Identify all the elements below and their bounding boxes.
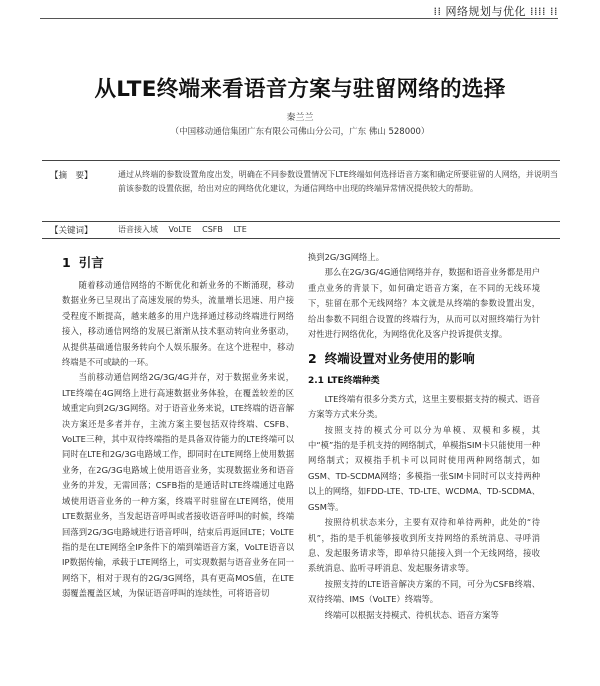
keywords-list	[118, 224, 247, 235]
keyword: LTE	[233, 225, 247, 234]
paragraph: 终端可以根据支持模式、待机状态、语音方案等	[324, 609, 499, 620]
section-heading	[308, 350, 540, 368]
paragraph: 按照支持的LTE语音解决方案的不同，可分为CSFB终端、双待终端、IMS（VoLTE）终端等。	[308, 578, 540, 605]
right-column	[308, 250, 540, 623]
section-number: 2	[308, 351, 317, 367]
paragraph: 那么在2G/3G/4G通信网络并存，数据和语音业务都是用户重点业务的背景下，如何确定语音方案，在不同的无线环境下，驻留在那个无线网络？本文就是从终端的参数设置出发，给出参数不同组合设置的终端行为，从而可以对照终端行为针对性进行网络优化，为网络优化及客户投诉提供支撑。	[308, 267, 540, 340]
subsection-heading: 2.1 LTE终端种类	[308, 376, 380, 387]
section-title: 终端设置对业务使用的影响	[324, 351, 475, 367]
keywords-box	[42, 222, 560, 239]
author: 秦兰兰	[286, 113, 314, 123]
paragraph: LTE终端有很多分类方式，这里主要根据支持的模式、语音方案等方式来分类。	[308, 393, 540, 420]
abstract-label: 【摘 要】	[50, 171, 93, 181]
section-title: 引言	[78, 255, 104, 270]
paragraph: 换到2G/3G网络上。	[308, 252, 384, 262]
page-title: 从LTE终端来看语音方案与驻留网络的选择	[94, 77, 506, 102]
left-column	[62, 250, 294, 602]
section-heading	[62, 254, 294, 272]
affiliation: （中国移动通信集团广东有限公司佛山分公司，广东 佛山 528000）	[170, 127, 430, 137]
keyword: 语音接入域	[118, 225, 158, 234]
paragraph: 当前移动通信网络2G/3G/4G并存，对于数据业务来说，LTE终端在4G网络上进行高速数据业务体验，在覆盖较差的区域重定向到2G/3G网络。对于语音业务来说，LTE终端的语音解决方案还是多者并存，主流方案主要包括双待终端、CSFB、VoLTE三种，其中双待终端指的是具备双待能力的LTE终端可以同时在LTE和2G/3G电路域工作，即同时在LTE网络上使用数据业务，在2G/3G电路域上使用语音业务，实现数据业务和语音业务的并发，无需回落；CSFB指的是通话时LTE终端通过电路域使用语音业务的一种方案，终端平时驻留在LTE网络，使用LTE数据业务，当发起语音呼叫或者接收语音呼叫的时候，终端回落到2G/3G电路域进行语音呼叫，结束后再返回LTE；VoLTE指的是在LTE网络全IP条件下的端到端语音方案，VoLTE语音以IP数据传输，承载于LTE网络上，可实现数据与语音业务在同一网络下，相对于现有的2G/3G网络，具有更高MOS值，在LTE弱覆盖覆盖区域，为保证语音呼叫的连续性，可将语音切	[62, 372, 294, 599]
section-tag: ⁞⁞ 网络规划与优化 ⁞⁞⁞⁞ ⁞⁞	[433, 5, 558, 18]
paragraph: 随着移动通信网络的不断优化和新业务的不断涌现，移动数据业务已呈现出了高速发展的势头，流量增长迅速、用户接受程度不断提高，越来越多的用户选择通过移动终端进行网络接入，移动通信网络的发展已渐渐从技术驱动转向业务驱动，从提供基础通信服务转向个人娱乐服务。在这个进程中，移动终端是不可或缺的一环。	[62, 280, 294, 368]
header-rule	[40, 18, 558, 19]
keyword: CSFB	[202, 225, 223, 234]
paragraph: 按照待机状态来分，主要有双待和单待两种，此处的“待机”，指的是手机能够接收到所支持网络的系统消息、寻呼消息、发起服务请求等，即单待只能接入到一个无线网络，接收系统消息、监听寻呼消息、发起服务请求等。	[308, 517, 540, 574]
keyword: VoLTE	[168, 225, 192, 234]
section-number: 1	[62, 255, 71, 270]
paragraph: 按照支持的模式分可以分为单模、双模和多模，其中“模”指的是手机支持的网络制式，单模指SIM卡只能使用一种网络制式；双模指手机卡可以同时使用两种网络制式，如GSM、TD-SCDMA网络；多模指一张SIM卡同时可以支持两种以上的网络，如FDD-LTE、TD-LTE、WCDMA、TD-SCDMA、GSM等。	[308, 424, 540, 512]
abstract-text: 通过从终端的参数设置角度出发，明确在不同参数设置情况下LTE终端如何选择语音方案和确定所要驻留的人网络，并说明当前该参数的设置依据，给出对应的网络优化建议，为通信网络中出现的终端异常情况提供较大的帮助。	[118, 170, 558, 193]
abstract-box	[42, 160, 560, 222]
keywords-label: 【关键词】	[50, 226, 93, 236]
